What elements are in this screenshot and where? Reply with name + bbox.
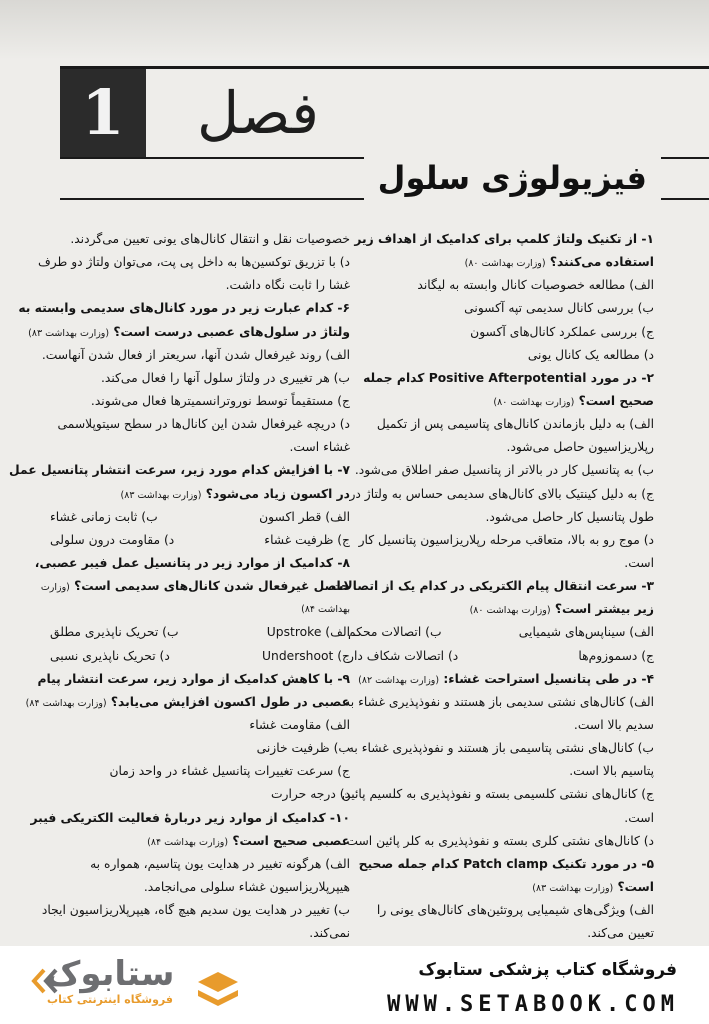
line-text: رپلاریزاسیون حاصل می‌شود. bbox=[506, 440, 654, 455]
question-line bbox=[331, 575, 654, 598]
answer-line bbox=[38, 251, 350, 274]
option-text: د) مقاومت درون سلولی bbox=[50, 532, 175, 547]
answer-line bbox=[348, 344, 654, 367]
option-text: الف) سیناپس‌های شیمیایی bbox=[518, 625, 654, 640]
option-pair bbox=[50, 645, 350, 668]
source-line bbox=[50, 598, 350, 621]
option-text: ج) دسموزوم‌ها bbox=[578, 648, 654, 663]
answer-line bbox=[342, 830, 654, 853]
chapter-number: 1 bbox=[81, 76, 125, 149]
line-text: پتاسیم بالا است. bbox=[569, 764, 654, 779]
exam-source: (وزارت بهداشت ۸۴) bbox=[147, 836, 229, 848]
answer-line bbox=[50, 876, 350, 899]
answer-line bbox=[348, 760, 654, 783]
line-text: ۱- از تکنیک ولتاژ کلمپ برای کدامیک از اهداف زیر bbox=[354, 232, 654, 246]
line-text: ۴- در طی پتانسیل استراحت غشاء: bbox=[443, 671, 654, 686]
line-text: استفاده می‌کنند؟ bbox=[549, 255, 654, 270]
line-text: خصوصیات نقل و انتقال کانال‌های یونی تعیین می‌گردند. bbox=[70, 232, 350, 246]
option-pair bbox=[50, 529, 350, 552]
book-logo-icon bbox=[196, 968, 240, 1012]
chapter-word: فصل bbox=[197, 79, 319, 147]
question-line bbox=[50, 483, 350, 506]
line-text: ۳- سرعت انتقال پیام الکتریکی در کدام یک از اتصالات bbox=[331, 579, 654, 594]
line-text: الف) مطالعه خصوصیات کانال وابسته به لیگاند bbox=[417, 278, 654, 293]
line-text: بهداشت ۸۴) bbox=[301, 604, 350, 616]
answer-line bbox=[50, 783, 350, 806]
line-text: ۱۰- کدامیک از موارد زیر دربارهٔ فعالیت الکتریکی فیبر bbox=[30, 810, 350, 825]
question-line bbox=[50, 830, 350, 853]
answer-line bbox=[348, 321, 654, 344]
answer-line bbox=[348, 274, 654, 297]
question-line bbox=[348, 367, 654, 390]
answer-line bbox=[348, 529, 654, 552]
answer-line bbox=[50, 390, 350, 413]
line-text: غشا را ثابت نگاه داشت. bbox=[225, 278, 350, 293]
answer-line bbox=[50, 737, 350, 760]
answer-line bbox=[41, 344, 350, 367]
answer-line bbox=[344, 691, 654, 714]
question-line bbox=[30, 807, 350, 830]
answer-line bbox=[50, 367, 350, 390]
exam-source: (وزارت bbox=[40, 582, 70, 594]
line-text: د) کانال‌های نشتی کلری بسته و نفوذپذیری به کلر پائین است. bbox=[342, 833, 654, 848]
line-text: ج) مستقیماً توسط نوروترانسمیترها فعال می‌شوند. bbox=[90, 393, 350, 408]
option-text: ب) ثابت زمانی غشاء bbox=[50, 509, 158, 524]
line-text: ۷- با افزایش کدام مورد زیر، سرعت انتشار پتانسیل عمل bbox=[9, 463, 350, 478]
line-text: ب) تغییر در هدایت یون سدیم هیچ گاه، هیپرپلاریزاسیون ایجاد bbox=[41, 903, 350, 918]
line-text: الف) کانال‌های نشتی سدیمی باز هستند و نفوذپذیری غشاء به bbox=[344, 694, 654, 709]
option-pair bbox=[50, 621, 350, 644]
exam-source: (وزارت بهداشت ۸۳) bbox=[532, 882, 614, 894]
answer-line bbox=[348, 297, 654, 320]
question-line bbox=[40, 575, 350, 598]
logo-wordmark: ستابوک bbox=[45, 954, 175, 994]
answer-line bbox=[341, 783, 654, 806]
line-text: غشاء است. bbox=[289, 440, 350, 455]
exam-source: (وزارت بهداشت ۸۳) bbox=[120, 489, 202, 501]
answer-line bbox=[348, 552, 654, 575]
answer-line bbox=[348, 737, 654, 760]
line-text: عصبی در طول اکسون افزایش می‌یابد؟ bbox=[110, 694, 350, 709]
right-column bbox=[331, 228, 654, 969]
answer-line bbox=[50, 413, 350, 436]
left-column bbox=[9, 228, 350, 969]
answer-line bbox=[50, 853, 350, 876]
line-text: ب) ظرفیت خازنی bbox=[256, 741, 350, 756]
line-text: نمی‌کند. bbox=[309, 926, 350, 941]
line-text: ۶- کدام عبارت زیر در مورد کانال‌های سدیمی وابسته به bbox=[18, 301, 350, 316]
question-line bbox=[34, 552, 350, 575]
line-text: سدیم بالا است. bbox=[573, 717, 654, 732]
option-text: الف) قطر اکسون bbox=[259, 509, 350, 524]
answer-line bbox=[50, 714, 350, 737]
exam-source: (وزارت بهداشت ۸۲) bbox=[358, 674, 440, 686]
option-pair bbox=[50, 506, 350, 529]
line-text: ج) بررسی عملکرد کانال‌های آکسون bbox=[470, 324, 654, 339]
question-line bbox=[37, 668, 350, 691]
line-text: ب) به پتانسیل کار در بالاتر از پتانسیل صفر اطلاق می‌شود. bbox=[354, 463, 654, 478]
chapter-title: فیزیولوژی سلول bbox=[364, 154, 661, 202]
answer-line bbox=[348, 506, 654, 529]
line-text: ج) سرعت تغییرات پتانسیل غشاء در واحد زمان bbox=[109, 764, 350, 779]
line-text: د) مطالعه یک کانال یونی bbox=[527, 347, 654, 362]
question-line bbox=[28, 321, 350, 344]
option-text: ب) اتصالات محکم bbox=[348, 625, 442, 640]
line-text: ۲- در مورد Positive Afterpotential کدام جمله bbox=[363, 370, 654, 385]
question-line bbox=[348, 598, 654, 621]
option-text: الف) Upstroke bbox=[266, 625, 350, 640]
answer-line bbox=[50, 436, 350, 459]
question-line bbox=[348, 876, 654, 899]
line-text: است. bbox=[624, 555, 654, 570]
line-text: تعیین می‌کند. bbox=[587, 926, 654, 941]
line-text: در اکسون زیاد می‌شود؟ bbox=[205, 486, 350, 501]
line-text: ۸- کدامیک از موارد زیر در پتانسیل عمل فیبر عصبی، bbox=[34, 555, 350, 570]
chapter-number-box bbox=[60, 69, 146, 157]
question-line bbox=[348, 251, 654, 274]
line-text: است. bbox=[624, 810, 654, 825]
line-text: هیپرپلاریزاسیون غشاء سلولی می‌انجامد. bbox=[143, 879, 350, 894]
logo-subtext: فروشگاه اینترنتی کتاب bbox=[47, 993, 173, 1006]
question-line bbox=[25, 691, 350, 714]
line-text: حاصل غیرفعال شدن کانال‌های سدیمی است؟ bbox=[74, 579, 350, 594]
line-text: د) دریچه غیرفعال شدن این کانال‌ها در سطح سیتوپلاسمی bbox=[57, 417, 350, 432]
store-name: فروشگاه کتاب پزشکی ستابوک bbox=[418, 960, 677, 980]
question-line bbox=[9, 459, 350, 482]
answer-line bbox=[348, 483, 654, 506]
question-line bbox=[18, 297, 350, 320]
question-line bbox=[348, 853, 654, 876]
line-text: ۵- در مورد تکنیک Patch clamp کدام جمله صحیح bbox=[358, 856, 654, 871]
question-line bbox=[348, 668, 654, 691]
line-text: ب) بررسی کانال سدیمی تپه آکسونی bbox=[464, 301, 654, 316]
answer-line bbox=[50, 922, 350, 945]
store-url[interactable]: WWW.SETABOOK.COM bbox=[387, 992, 679, 1017]
exam-source: (وزارت بهداشت ۸۰) bbox=[493, 396, 575, 408]
line-text: د) با تزریق توکسین‌ها به داخل پی پت، می‌توان ولتاژ دو طرف bbox=[38, 255, 350, 270]
option-text: د) اتصالات شکاف دار bbox=[348, 648, 459, 663]
line-text: الف) به دلیل بازماندن کانال‌های پتاسیمی پس از تکمیل bbox=[376, 417, 654, 432]
option-text: ج) Undershoot bbox=[262, 648, 350, 663]
line-text: صحیح است؟ bbox=[578, 393, 654, 408]
answer-line bbox=[41, 899, 350, 922]
option-text: د) تحریک ناپذیری نسبی bbox=[50, 648, 170, 663]
answer-line bbox=[348, 807, 654, 830]
line-text: است؟ bbox=[617, 879, 654, 894]
line-text: طول پتانسیل کار حاصل می‌شود. bbox=[485, 509, 654, 524]
answer-line bbox=[50, 228, 350, 251]
question-line bbox=[348, 390, 654, 413]
header-rule-top bbox=[60, 66, 709, 69]
line-text: ب) کانال‌های نشتی پتاسیمی باز هستند و نفوذپذیری غشاء به bbox=[347, 741, 654, 756]
line-text: ولتاژ در سلول‌های عصبی درست است؟ bbox=[113, 324, 350, 339]
answer-line bbox=[348, 413, 654, 436]
line-text: ج) کانال‌های نشتی کلسیمی بسته و نفوذپذیری به کلسیم پائین bbox=[341, 787, 654, 802]
answer-line bbox=[348, 922, 654, 945]
line-text: ب) هر تغییری در ولتاژ سلول آنها را فعال می‌کند. bbox=[100, 370, 350, 385]
line-text: عصبی صحیح است؟ bbox=[232, 833, 350, 848]
exam-source: (وزارت بهداشت ۸۴) bbox=[25, 697, 107, 709]
answer-line bbox=[50, 274, 350, 297]
answer-line bbox=[348, 459, 654, 482]
answer-line bbox=[348, 899, 654, 922]
exam-source: (وزارت بهداشت ۸۰) bbox=[464, 258, 546, 270]
line-text: الف) هرگونه تغییر در هدایت یون پتاسیم، همواره به bbox=[90, 856, 350, 871]
line-text: الف) مقاومت غشاء bbox=[249, 717, 350, 732]
exam-source: (وزارت بهداشت ۸۰) bbox=[469, 605, 551, 617]
answer-line bbox=[348, 436, 654, 459]
question-line bbox=[348, 228, 654, 251]
line-text: د) درجه حرارت bbox=[270, 787, 350, 802]
option-pair bbox=[348, 645, 654, 668]
option-pair bbox=[348, 621, 654, 644]
page-shadow bbox=[0, 0, 709, 60]
logo-arrows-icon bbox=[28, 966, 62, 996]
line-text: الف) روند غیرفعال شدن آنها، سریعتر از فعال شدن آنهاست. bbox=[41, 347, 350, 362]
line-text: الف) ویژگی‌های شیمیایی پروتئین‌های کانال‌های یونی را bbox=[376, 903, 654, 918]
answer-line bbox=[50, 760, 350, 783]
line-text: زیر بیشتر است؟ bbox=[554, 602, 654, 617]
option-text: ب) تحریک ناپذیری مطلق bbox=[50, 625, 179, 640]
line-text: ج) به دلیل کینتیک بالای کانال‌های سدیمی حساس به ولتاژ در bbox=[349, 486, 654, 501]
exam-source: (وزارت بهداشت ۸۳) bbox=[28, 327, 110, 339]
option-text: ج) ظرفیت غشاء bbox=[264, 532, 350, 547]
line-text: د) موج رو به بالا، متعاقب مرحله رپلاریزاسیون پتانسیل کار bbox=[358, 532, 654, 547]
answer-line bbox=[348, 714, 654, 737]
line-text: ۹- با کاهش کدامیک از موارد زیر، سرعت انتشار پیام bbox=[37, 671, 350, 686]
